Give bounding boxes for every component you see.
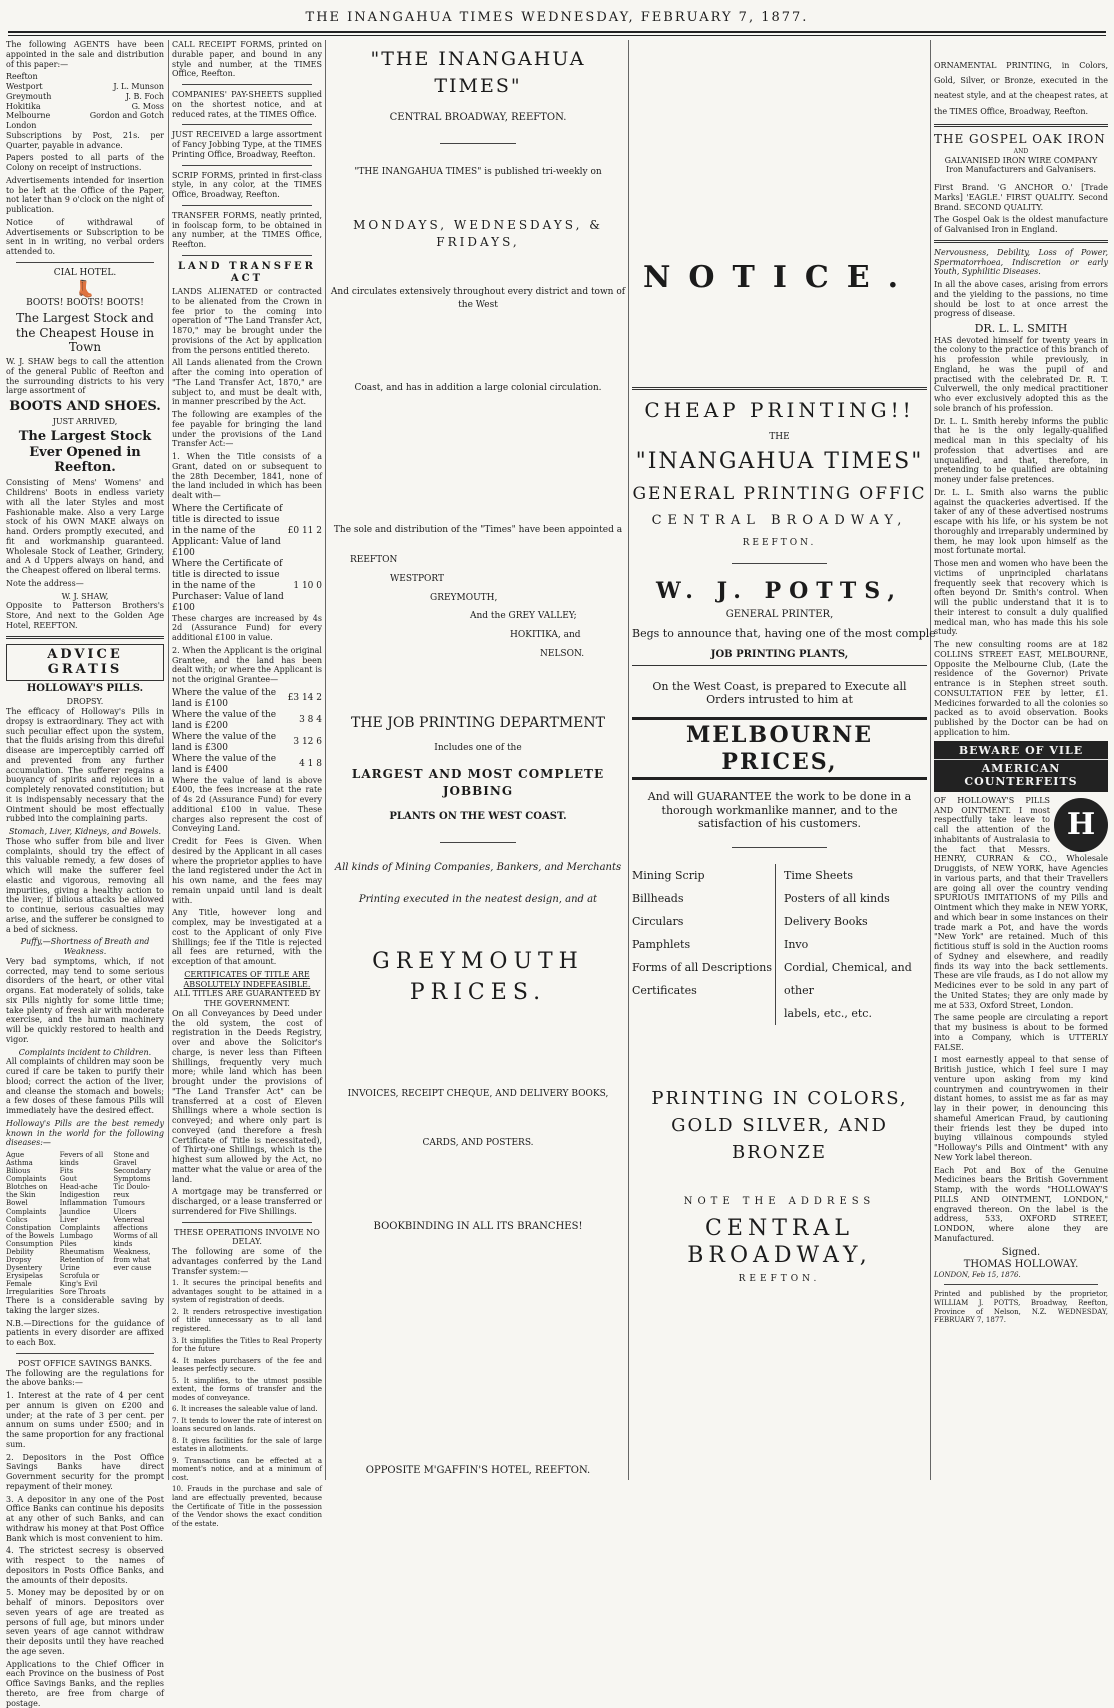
stomach-heading: Stomach, Liver, Kidneys, and Bowels. bbox=[8, 827, 162, 837]
just-arrived: JUST ARRIVED, bbox=[52, 416, 118, 426]
papers-text: Papers posted to all parts of the Colony on receipt of instructions. bbox=[6, 153, 164, 172]
greymouth-prices: GREYMOUTH PRICES. bbox=[372, 948, 584, 1005]
disease-item: Consumption bbox=[6, 1239, 54, 1248]
list-item: Pamphlets bbox=[632, 937, 691, 951]
fees-table-2 bbox=[172, 688, 322, 776]
work-list-left bbox=[632, 864, 776, 1026]
holloway-heading: HOLLOWAY'S PILLS. bbox=[26, 683, 144, 695]
beware-line-1: BEWARE OF VILE bbox=[958, 743, 1084, 757]
list-item: Posters of all kinds bbox=[784, 891, 890, 905]
list-item: Forms of all Descriptions bbox=[632, 961, 773, 975]
disease-item: Rheumatism bbox=[59, 1247, 105, 1256]
saving-text: There is a considerable saving by taking the larger sizes. bbox=[6, 1296, 164, 1315]
fees-1: 1. When the Title consists of a Grant, dated on or subsequent to the 28th December, 1841, none of the land included in which has been dealt with— bbox=[172, 452, 322, 501]
ointment-text: H OF HOLLOWAY'S PILLS AND OINTMENT. I most respectfully take leave to call the attention of the inhabitants of Australasia to the fact that Messrs. HENRY, CURRAN & CO., Wholesale Druggists, of NEW YORK, have Agencies in various parts, and that their Travellers are going all over the country vending SPURIOUS IMITATIONS of my Pills and Ointment which they make in NEW YORK, and which bear in some instances on their trade mark a Pot, and have the words "New York" are retained. Much of this fictitious stuff is sold in the Auction rooms of Sydney and elsewhere, and readily finds its way into the back settlements. These are vile frauds, as I do not allow my Medicines ever to be sold in any part of the United States; they are only made by me at 533, Oxford Street, London. bbox=[934, 795, 1108, 1010]
sole-text: The sole and distribution of the "Times" have been appointed a bbox=[333, 525, 623, 536]
disease-item: Indigestion bbox=[59, 1191, 100, 1200]
agents-intro: The following AGENTS have been appointed in the sale and distribution of this paper:— bbox=[6, 40, 164, 69]
job-dept-heading: THE JOB PRINTING DEPARTMENT bbox=[350, 715, 605, 732]
nervous-text: Nervousness, Debility, Loss of Power, Spermatorrhoea, Indiscretion or early Youth, Syphilitic Diseases. bbox=[934, 247, 1108, 277]
above-text: In all the above cases, arising from errors and the yielding to the passions, no time should be lost to at once arrest the progress of disease. bbox=[934, 280, 1108, 319]
posb-rule: Applications to the Chief Officer in each Province on the business of Post Office Savings Banks, and the replies thereto, are free from charge of postage. bbox=[6, 1659, 164, 1708]
posb-rule: 1. Interest at the rate of 4 per cent per annum is given on £200 and under; at the rate of 3 per cent. per annum on sums under £500; and in the same proportion for any fractional sum. bbox=[6, 1391, 164, 1449]
london-date: LONDON, Feb 15, 1876. bbox=[934, 1270, 1021, 1279]
ointment-text-4: Each Pot and Box of the Genuine Medicines bears the British Government Stamp, with the words "HOLLOWAY'S PILLS AND OINTMENT, LONDON," engraved thereon. On the label is the address, 533, OXFORD STREET, LONDON, where alone they are Manufactured. bbox=[934, 1165, 1108, 1243]
general-office: GENERAL PRINTING OFFIC bbox=[632, 483, 927, 504]
table-row: Where the value of the land is £100 £3 14 2 bbox=[172, 687, 322, 709]
consisting-text: Consisting of Mens' Womens' and Childrens' Boots in endless variety with all the later Styles and most Fashionable make. Also a very Large stock of his OWN MAKE always on hand. Orders promptly executed, and fit and workmanship guaranteed. Wholesale Stock of Leather, Grindery, and A d Uppers always on hand, and the Cheapest offered on liberal terms. bbox=[6, 478, 164, 576]
disease-item: Blotches on the Skin bbox=[6, 1183, 48, 1200]
table-row: Where the Certificate of title is directed to issue in the name of the Applicant: Value of land £100 £0 11 2 bbox=[172, 503, 322, 558]
reefton-label-2: REEFTON. bbox=[738, 1274, 821, 1285]
posb-heading: POST OFFICE SAVINGS BANKS. bbox=[17, 1358, 153, 1368]
remedy-heading: Holloway's Pills are the best remedy known in the world for the following diseases:— bbox=[6, 1118, 164, 1148]
agent-row: London bbox=[6, 121, 37, 130]
town-item: HOKITIKA, and bbox=[510, 630, 581, 641]
bookbinding-text: BOOKBINDING IN ALL ITS BRANCHES! bbox=[373, 1220, 583, 1232]
smith-text-2: Dr. L. L. Smith hereby informs the public that he is the only legally-qualified medical man in this specialty of his profession that advertises and are unqualified, and that, therefore, in pretending to be qualified are obtaining money under false pretences. bbox=[934, 416, 1108, 485]
advantage-item: 4. It makes purchasers of the fee and leases perfectly secure. bbox=[172, 1356, 322, 1374]
disease-item: Retention of Urine bbox=[59, 1255, 104, 1272]
holloway-trademark-icon: H bbox=[1054, 798, 1108, 852]
transfer-forms-ad: TRANSFER FORMS, neatly printed, in foolscap form, to be obtained in any number, at the TIMES Office, Reefton. bbox=[172, 210, 322, 249]
advantages-intro: The following are some of the advantages conferred by the Land Transfer system:— bbox=[172, 1247, 322, 1276]
stomach-text: Those who suffer from bile and liver complaints, should try the effect of this valuable remedy, a few doses of which will make the sufferer feel elastic and vigorous, removing all impurities, giving a healthy action to the liver; if bilious attacks be allowed to continue, serious casualties may arise, and the sufferer be consigned to a bed of sickness. bbox=[6, 836, 164, 934]
posb-rule: 2. Depositors in the Post Office Savings Banks have direct Government security for the prompt repayment of their money. bbox=[6, 1452, 164, 1491]
list-item: Cordial, Chemical, and other bbox=[784, 961, 912, 998]
land-all: All Lands alienated from the Crown after the coming into operation of "The Land Transfer Act, 1870," are subject to, and must be dealt with, in manner prescribed by the Act. bbox=[172, 358, 322, 407]
disease-item: Dropsy bbox=[6, 1255, 32, 1264]
gospel-and: AND bbox=[1013, 148, 1029, 156]
boots-shoes-heading: BOOTS AND SHOES. bbox=[9, 399, 161, 415]
fees-intro: The following are examples of the fee payable for bringing the land under the provisions of the Land Transfer Act:— bbox=[172, 410, 322, 449]
includes-text: Includes one of the bbox=[434, 742, 522, 753]
stock-heading: The Largest Stock and the Cheapest House in Town bbox=[15, 311, 155, 355]
subscription-text: Subscriptions by Post, 21s. per Quarter, payable in advance. bbox=[6, 130, 164, 150]
masthead-rule-thin bbox=[8, 35, 1106, 36]
operations-heading: THESE OPERATIONS INVOLVE NO DELAY. bbox=[174, 1227, 320, 1247]
disease-item: Bilious Complaints bbox=[6, 1167, 47, 1184]
column-center bbox=[330, 40, 626, 1480]
invoices-text: INVOICES, RECEIPT CHEQUE, AND DELIVERY BOOKS, bbox=[347, 1089, 609, 1100]
largest-jobbing: LARGEST AND MOST COMPLETE JOBBING bbox=[351, 767, 605, 799]
agent-row: Westport J. L. Munson bbox=[6, 82, 164, 91]
advantage-item: 5. It simplifies, to the utmost possible extent, the forms of transfer and the modes of conveyance. bbox=[172, 1376, 322, 1402]
masthead-rule bbox=[8, 31, 1106, 33]
paper-title: "THE INANGAHUA TIMES" bbox=[370, 48, 586, 97]
puffy-text: Very bad symptoms, which, if not corrected, may tend to some serious disorders of the heart, or other vital organs. Eat moderately of solids, take six Pills nightly for some little time; take plenty of fresh air with moderate exercise, and the human machinery will be quickly restored to health and vigor. bbox=[6, 956, 164, 1044]
beware-line-2: AMERICAN COUNTERFEITS bbox=[934, 759, 1108, 789]
advantage-item: 2. It renders retrospective investigation of title unnecessary as to all land registered. bbox=[172, 1307, 322, 1333]
iron-mfr: Iron Manufacturers and Galvanisers. bbox=[946, 165, 1096, 175]
disease-item: Colics bbox=[6, 1215, 28, 1224]
central-broadway: CENTRAL BROADWAY, bbox=[651, 512, 908, 528]
disease-item: Piles bbox=[59, 1239, 77, 1248]
smith-text-4: Those men and women who have been the victims of unprincipled charlatans frequently seek that recovery which is often beyond Dr. Smith's control. When will the public understand that it is to their interest to consult a duly qualified medical man, who has made this his sole study. bbox=[934, 559, 1108, 637]
advantages-list bbox=[172, 1279, 322, 1528]
plants-text: PLANTS ON THE WEST COAST. bbox=[389, 810, 567, 822]
towns-list bbox=[330, 551, 626, 664]
list-item: labels, etc., etc. bbox=[784, 1007, 872, 1021]
boots-heading: BOOTS! BOOTS! BOOTS! bbox=[26, 298, 144, 309]
children-text: All complaints of children may soon be cured if care be taken to purify their blood; correct the action of the liver, and cleanse the stomach and bowels; a few doses of these famous Pills will immediately have the desired effect. bbox=[6, 1057, 164, 1116]
published-text: "THE INANGAHUA TIMES" is published tri-weekly on bbox=[354, 167, 602, 178]
guarantee-heading: ALL TITLES ARE GUARANTEED BY THE GOVERNMENT. bbox=[173, 989, 321, 1009]
fees-table-1 bbox=[172, 504, 322, 614]
disease-item: Stone and Gravel bbox=[113, 1151, 150, 1168]
dropsy-heading: DROPSY. bbox=[66, 697, 104, 707]
scrip-forms-ad: SCRIP FORMS, printed in first-class style, in any color, at the TIMES Office, Broadway, Reefton. bbox=[172, 170, 322, 199]
guarantee-text: And will GUARANTEE the work to be done in a thorough workmanlike manner, and to the satisfaction of his customers. bbox=[647, 790, 912, 831]
notice-heading: NOTICE. bbox=[642, 260, 917, 295]
begs-text: Begs to announce that, having one of the most comple bbox=[632, 627, 936, 641]
posb-rule: 4. The strictest secresy is observed with respect to the names of depositors in Posts Office Banks, and the amounts of their deposits. bbox=[6, 1546, 164, 1585]
advantage-item: 3. It simplifies the Titles to Real Property for the future bbox=[172, 1336, 322, 1354]
coast-text: Coast, and has in addition a large colonial circulation. bbox=[354, 382, 602, 393]
land-alienated: LANDS ALIENATED or contracted to be alienated from the Crown in fee prior to the coming into operation of "The Land Transfer Act, 1870," may be brought under the provisions of the Act by application from the persons entitled thereto. bbox=[172, 287, 322, 355]
shaw-location: Opposite to Patterson Brothers's Store, And next to the Golden Age Hotel, REEFTON. bbox=[6, 601, 164, 630]
table-row: Where the value of the land is £300 3 12 6 bbox=[172, 731, 322, 753]
general-printer: GENERAL PRINTER, bbox=[725, 609, 834, 621]
list-item: Certificates bbox=[632, 984, 697, 998]
disease-item: Ulcers bbox=[113, 1207, 137, 1216]
column-5 bbox=[934, 40, 1108, 1480]
masthead-title: THE INANGAHUA TIMES WEDNESDAY, FEBRUARY 7, 1877. bbox=[305, 10, 809, 25]
posb-rule: 5. Money may be deposited by or on behalf of minors. Depositors over seven years of age are treated as persons of full age, but minors under seven years of age cannot withdraw their deposits until they have reached the age seven. bbox=[6, 1588, 164, 1656]
gospel-text: The Gospel Oak is the oldest manufacture of Galvanised Iron in England. bbox=[934, 215, 1108, 235]
list-item: Billheads bbox=[632, 891, 684, 905]
guarantee-text: On all Conveyances by Deed under the old system, the cost of registration in the Deeds Registry, over and above the Solicitor's charge, is never less than Fifteen Shillings, frequently very much more; while land which has been brought under the provisions of "The Land Transfer Act" can be transferred at a cost of Eleven Shillings where a whole section is conveyed; and where only part is conveyed (and therefore a fresh Certificate of Title is necessitated), of Thirty-one Shillings, which is the highest sum allowed by the Act, no matter what the value or area of the land. bbox=[172, 1008, 322, 1184]
signed: Signed. bbox=[1001, 1246, 1041, 1258]
column-divider bbox=[930, 40, 931, 1480]
all-kinds-text: All kinds of Mining Companies, Bankers, and Merchants bbox=[334, 861, 622, 873]
reefton-label: REEFTON. bbox=[742, 538, 817, 549]
town-item: And the GREY VALLEY; bbox=[470, 611, 577, 622]
work-types bbox=[632, 864, 927, 1026]
list-item: Mining Scrip bbox=[632, 868, 705, 882]
just-received-ad: JUST RECEIVED a large assortment of Fancy Jobbing Type, at the TIMES Printing Office, Broadway, Reefton. bbox=[172, 130, 322, 159]
days-text: MONDAYS, WEDNESDAYS, & FRIDAYS, bbox=[353, 217, 603, 249]
disease-item: Tumours bbox=[113, 1199, 145, 1208]
disease-item: Liver Complaints bbox=[59, 1215, 100, 1232]
list-item: Time Sheets bbox=[784, 868, 853, 882]
largest-stock-heading: The Largest Stock Ever Opened in Reefton. bbox=[18, 428, 152, 476]
disease-item: Fevers of all kinds bbox=[59, 1151, 104, 1168]
disease-item: Worms of all kinds bbox=[113, 1231, 158, 1248]
agent-row: Greymouth J. B. Foch bbox=[6, 91, 164, 101]
smith-text: HAS devoted himself for twenty years in the colony to the practice of this branch of his profession while previously, in England, he was the pupil of and practised with the celebrated Dr. R. T. Culverwell, the only medical practitioner who ever exclusively adopted this as the sole branch of his profession. bbox=[934, 335, 1108, 413]
disease-item: Female Irregularities bbox=[6, 1279, 54, 1296]
circulates-text: And circulates extensively throughout every district and town of the West bbox=[330, 287, 626, 310]
advice-heading: ADVICE GRATIS bbox=[6, 644, 164, 682]
agent-row: Melbourne Gordon and Gotch bbox=[6, 111, 164, 121]
potts-name: W. J. POTTS, bbox=[655, 578, 904, 605]
work-list-right bbox=[780, 864, 927, 1026]
printed-by: Printed and published by the proprietor, WILLIAM J. POTTS, Broadway, Reefton, Province of Nelson, N.Z. WEDNESDAY, FEBRUARY 7, 1877. bbox=[934, 1290, 1108, 1325]
gospel-heading: THE GOSPEL OAK IRON bbox=[934, 131, 1106, 146]
fees-over: Where the value of land is above £400, the fees increase at the rate of 4s 2d (Assurance Fund) for every additional £100 in value. These charges also represent the cost of Conveying Land. bbox=[172, 775, 322, 834]
advantage-item: 8. It gives facilities for the sale of large estates in allotments. bbox=[172, 1436, 322, 1454]
times-name: "INANGAHUA TIMES" bbox=[635, 448, 924, 474]
posb-rule: 3. A depositor in any one of the Post Office Banks can continue his deposits at any other of such Banks, and can withdraw his money at that Post Office Bank which is most convenient to him. bbox=[6, 1494, 164, 1543]
melbourne-prices: MELBOURNE PRICES, bbox=[632, 717, 927, 781]
disease-item: Lumbago bbox=[59, 1231, 93, 1240]
column-4 bbox=[632, 40, 936, 1480]
advantage-item: 6. It increases the saleable value of land. bbox=[172, 1405, 318, 1414]
town-item: NELSON. bbox=[540, 649, 585, 660]
shaw-name: W. J. SHAW, bbox=[61, 591, 109, 601]
printing-exec-text: Printing executed in the neatest design, and at bbox=[358, 893, 598, 905]
disease-item: Constipation of the Bowels bbox=[6, 1223, 55, 1240]
opposite-text: OPPOSITE M'GAFFIN'S HOTEL, REEFTON. bbox=[365, 1464, 591, 1476]
fees-credit: Credit for Fees is Given. When desired by the Applicant in all cases where the proprietor applies to have the land registered under the Act in his own name, and the fees may remain unpaid until land is dealt with. bbox=[172, 837, 322, 905]
disease-item: Erysipelas bbox=[6, 1271, 43, 1280]
agent-row: Reefton bbox=[6, 72, 38, 82]
disease-item: Bowel Complaints bbox=[6, 1199, 47, 1216]
disease-item: Tic Doulo-reux bbox=[113, 1183, 150, 1200]
town-item: WESTPORT bbox=[390, 573, 445, 584]
children-heading: Complaints incident to Children. bbox=[18, 1047, 152, 1057]
disease-item: Inflammation bbox=[59, 1199, 107, 1208]
advantage-item: 10. Frauds in the purchase and sale of land are effectually prevented, because the Certificate of Title in the possession of the Vendor shows the exact condition of the estate. bbox=[172, 1485, 322, 1528]
fees-2: 2. When the Applicant is the original Grantee, and the land has been dealt with; or where the Applicant is not the original Grantee— bbox=[172, 645, 322, 685]
dropsy-text: The efficacy of Holloway's Pills in dropsy is extraordinary. They act with such peculiar effect upon the system, that the fluids arising from this direful disease are imperceptibly carried off and prevented from any further accumulation. The sufferer regains a buoyancy of spirits and rejoices in a completely renovated constitution; but it is indispensably necessary that the Ointment should be most effectually rubbed into the complaining parts. bbox=[6, 707, 164, 824]
cheap-printing: CHEAP PRINTING!! bbox=[644, 397, 915, 422]
fees-title: Any Title, however long and complex, may be investigated at a cost to the Applicant of only Five Shillings; fee if the Title is rejected all fees are returned, with the exception of that amount. bbox=[172, 908, 322, 967]
disease-item: Scrofula or King's Evil bbox=[59, 1271, 100, 1288]
holloway-signature: THOMAS HOLLOWAY. bbox=[963, 1258, 1079, 1270]
paper-address: CENTRAL BROADWAY, REEFTON. bbox=[389, 112, 567, 124]
diseases-list bbox=[6, 1151, 164, 1296]
disease-item: Venereal affections bbox=[113, 1215, 148, 1232]
advantage-item: 1. It secures the principal benefits and advantages sought to be attained in a system of registration of deeds. bbox=[172, 1279, 322, 1305]
west-coast-text: On the West Coast, is prepared to Execute all Orders intrusted to him at bbox=[652, 679, 907, 707]
colors-text: PRINTING IN COLORS, GOLD SILVER, AND BRONZE bbox=[651, 1088, 908, 1164]
note-address: NOTE THE ADDRESS bbox=[683, 1196, 876, 1208]
disease-item: Fits bbox=[59, 1167, 74, 1176]
list-item: Delivery Books bbox=[784, 914, 868, 928]
column-1 bbox=[6, 40, 164, 1708]
note-address: Note the address— bbox=[6, 578, 84, 588]
ornamental-ad: ORNAMENTAL PRINTING, in Colors, Gold, Silver, or Bronze, executed in the neatest style, and at the cheapest rates, at the TIMES Office, Broadway, Reefton. bbox=[934, 61, 1108, 116]
brands-text: First Brand. 'G ANCHOR O.' [Trade Marks] 'EAGLE.' FIRST QUALITY. Second Brand. SECOND QUALITY. bbox=[934, 183, 1108, 212]
disease-item: Secondary Symptoms bbox=[113, 1167, 151, 1184]
disease-item: Dysentery bbox=[6, 1263, 43, 1272]
puffy-heading: Puffy,—Shortness of Breath and Weakness. bbox=[20, 937, 150, 957]
call-receipt-ad: CALL RECEIPT FORMS, printed on durable paper, and bound in any style and number, at the TIMES Office, Reefton. bbox=[172, 40, 322, 79]
central-broadway-2: CENTRAL BROADWAY, bbox=[687, 1216, 872, 1269]
mortgage-text: A mortgage may be transferred or discharged, or a lease transferred or surrendered for Five Shillings. bbox=[172, 1187, 322, 1216]
disease-item: Weakness, from what ever cause bbox=[113, 1247, 152, 1272]
column-divider bbox=[325, 40, 326, 1480]
list-item: Circulars bbox=[632, 914, 684, 928]
disease-item: Gout bbox=[59, 1175, 77, 1184]
table-row: Where the value of the land is £200 3 8 4 bbox=[172, 709, 322, 731]
pay-sheets-ad: COMPANIES' PAY-SHEETS supplied on the shortest notice, and at reduced rates, at the TIMES Office. bbox=[172, 90, 322, 119]
fees-charges: These charges are increased by 4s 2d (Assurance Fund) for every additional £100 in value. bbox=[172, 613, 322, 643]
certificates-heading: CERTIFICATES OF TITLE ARE ABSOLUTELY INDEFEASIBLE. bbox=[183, 969, 311, 989]
ointment-text-3: I most earnestly appeal to that sense of British justice, which I feel sure I may venture upon asking from my kind countrymen and countrywomen in their distant homes, to assist me as far as may lay in their power, in denouncing this shameful American Fraud, by cautioning their friends lest they be duped into buying villainous compounds styled "Holloway's Pills and Ointment" with any New York label thereon. bbox=[934, 1055, 1108, 1162]
posb-rules bbox=[6, 1391, 164, 1708]
smith-text-3: Dr. L. L. Smith also warns the public against the quackeries advertised. If the taker of any of these advertised nostrums escape with his life, or his system be not thoroughly and irreparably undermined by them, he may look upon himself as the most fortunate mortal. bbox=[934, 487, 1108, 556]
agents-list bbox=[6, 72, 164, 131]
town-item: GREYMOUTH, bbox=[430, 592, 498, 603]
disease-item: Ague bbox=[6, 1151, 25, 1160]
table-row: Where the Certificate of title is directed to issue in the name of the Purchaser: Value of land £100 1 10 0 bbox=[172, 558, 322, 613]
posb-intro: The following are the regulations for the above banks:— bbox=[6, 1368, 164, 1388]
beware-banner bbox=[934, 741, 1108, 792]
galvanised: GALVANISED IRON WIRE COMPANY bbox=[944, 155, 1098, 165]
column-divider bbox=[628, 40, 629, 1480]
agent-row: Hokitika G. Moss bbox=[6, 101, 164, 111]
advantage-item: 9. Transactions can be effected at a moment's notice, and at a minimum of cost. bbox=[172, 1456, 322, 1482]
nb-text: N.B.—Directions for the guidance of patients in every disorder are affixed to each Box. bbox=[6, 1318, 164, 1348]
the-label: THE bbox=[769, 431, 790, 442]
disease-item: Debility bbox=[6, 1247, 34, 1256]
list-item: Invo bbox=[784, 937, 809, 951]
rooms-text: The new consulting rooms are at 182 COLLINS STREET EAST, MELBOURNE, Opposite the Melbourne Club, (Late the residence of the Governor) Private entrance is in Stephen street south. CONSULTATION FEE by letter, £1. Medicines forwarded to all the colonies so packed as to avoid observation. Books published by the Doctor can be had on application to him. bbox=[934, 640, 1108, 737]
cards-text: CARDS, AND POSTERS. bbox=[422, 1138, 534, 1149]
hotel-heading: CIAL HOTEL. bbox=[53, 267, 117, 278]
ointment-text-2: The same people are circulating a report that my business is about to be formed into a Company, which is UTTERLY FALSE. bbox=[934, 1013, 1108, 1052]
disease-item: Jaundice bbox=[59, 1207, 91, 1216]
disease-item: Asthma bbox=[6, 1159, 33, 1168]
withdrawal-text: Notice of withdrawal of Advertisements or Subscription to be sent in in writing, no verbal orders attended to. bbox=[6, 217, 164, 256]
boot-icon: 👢 bbox=[75, 278, 95, 298]
advantage-item: 7. It tends to lower the rate of interest on loans secured on lands. bbox=[172, 1416, 322, 1434]
smith-heading: DR. L. L. SMITH bbox=[974, 322, 1068, 336]
shaw-text: W. J. SHAW begs to call the attention of the general Public of Reefton and the surrounding districts to his very large assortment of bbox=[6, 357, 164, 396]
column-2 bbox=[172, 40, 322, 1528]
table-row: Where the value of the land is £400 4 1 8 bbox=[172, 753, 322, 775]
disease-item: Sore Throats bbox=[59, 1287, 106, 1296]
town-item: REEFTON bbox=[350, 554, 398, 565]
column-divider bbox=[168, 40, 169, 1480]
ads-rule-text: Advertisements intended for insertion to be left at the Office of the Paper, not later than 9 o'clock on the night of publication. bbox=[6, 175, 164, 214]
job-plants: JOB PRINTING PLANTS, bbox=[632, 649, 927, 666]
land-transfer-heading: LAND TRANSFER ACT bbox=[178, 260, 316, 284]
disease-item: Head-ache bbox=[59, 1183, 98, 1192]
